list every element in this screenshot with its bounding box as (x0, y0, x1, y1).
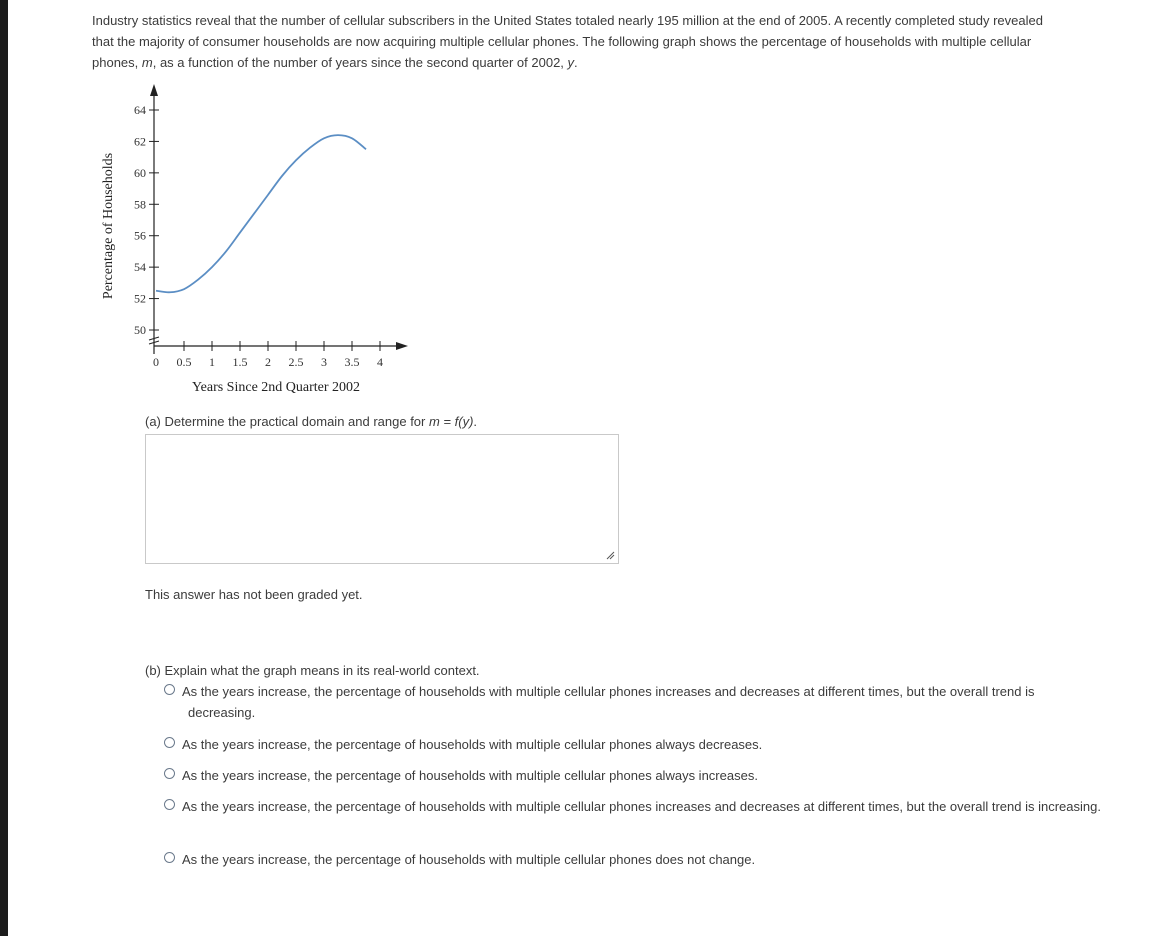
intro-line-3-a: phones, (92, 55, 142, 70)
y-tick-label: 60 (134, 165, 146, 180)
part-a-prompt-end: . (473, 414, 478, 429)
y-tick-label: 54 (134, 260, 146, 275)
y-tick-label: 56 (134, 228, 146, 243)
y-tick-label: 58 (134, 197, 146, 212)
part-b-option-1[interactable] (164, 681, 1104, 723)
grading-status: This answer has not been graded yet. (145, 587, 363, 602)
intro-line-2: that the majority of consumer households are now acquiring multiple cellular phones. The following graph shows the percentage of households with multiple cellular (92, 34, 1032, 49)
part-b-option-4-label: As the years increase, the percentage of households with multiple cellular phones increases and decreases at different times, but the overall trend is increasing. (182, 799, 1101, 814)
x-tick-label: 4 (377, 355, 383, 369)
x-tick-label: 1 (209, 355, 215, 369)
chart-svg (96, 76, 426, 406)
part-a-prompt (145, 414, 477, 429)
radio-button-icon[interactable] (164, 799, 175, 810)
y-tick-label: 62 (134, 134, 146, 149)
x-axis-title: Years Since 2nd Quarter 2002 (191, 380, 361, 395)
part-a-answer-textarea[interactable] (145, 434, 619, 564)
intro-line-1: Industry statistics reveal that the number of cellular subscribers in the United States totaled nearly 195 million at the end of 2005. A recently completed study revealed (92, 13, 1043, 28)
x-tick-label: 3.5 (344, 355, 360, 369)
part-b-prompt: (b) Explain what the graph means in its real-world context. (145, 663, 480, 678)
part-a-formula: m = f(y) (428, 414, 474, 429)
resize-handle-icon[interactable] (605, 550, 615, 560)
intro-line-3-b: , as a function of the number of years since the second quarter of 2002, (152, 55, 568, 70)
radio-button-icon[interactable] (164, 737, 175, 748)
y-axis-title: Percentage of Households (101, 152, 116, 300)
part-b-option-3-label: As the years increase, the percentage of households with multiple cellular phones always increases. (182, 768, 758, 783)
data-series-line (156, 135, 366, 292)
variable-m: m (141, 55, 153, 70)
x-tick-label: 1.5 (232, 355, 248, 369)
part-b-option-4[interactable] (164, 796, 1104, 817)
x-tick-label: 3 (321, 355, 327, 369)
part-b-option-2[interactable] (164, 734, 1104, 755)
y-tick-label: 52 (134, 291, 146, 306)
part-b-option-2-label: As the years increase, the percentage of households with multiple cellular phones always decreases. (182, 737, 763, 752)
intro-line-3-c: . (574, 55, 578, 70)
y-axis-arrow-icon (150, 84, 158, 96)
y-tick-label: 64 (134, 103, 146, 117)
x-tick-label: 2.5 (288, 355, 304, 369)
x-axis-arrow-icon (396, 342, 408, 350)
intro-line-3 (92, 52, 1122, 73)
x-tick-label: 0.5 (176, 355, 192, 369)
problem-statement (92, 10, 1122, 73)
y-tick-label: 50 (134, 323, 146, 337)
part-b-option-5[interactable] (164, 849, 1104, 870)
part-b-option-5-label: As the years increase, the percentage of households with multiple cellular phones does not change. (182, 852, 756, 867)
part-b-option-1-label: As the years increase, the percentage of households with multiple cellular phones increases and decreases at different times, but the overall trend is decreasing. (182, 684, 1035, 720)
households-graph (96, 76, 426, 406)
x-tick-label: 2 (265, 355, 271, 369)
variable-y: y (567, 55, 575, 70)
window-edge (0, 0, 8, 936)
radio-button-icon[interactable] (164, 852, 175, 863)
part-b-option-3[interactable] (164, 765, 1104, 786)
x-tick-label: 0 (153, 355, 159, 369)
radio-button-icon[interactable] (164, 684, 175, 695)
radio-button-icon[interactable] (164, 768, 175, 779)
part-a-prompt-text: (a) Determine the practical domain and range for (145, 414, 429, 429)
